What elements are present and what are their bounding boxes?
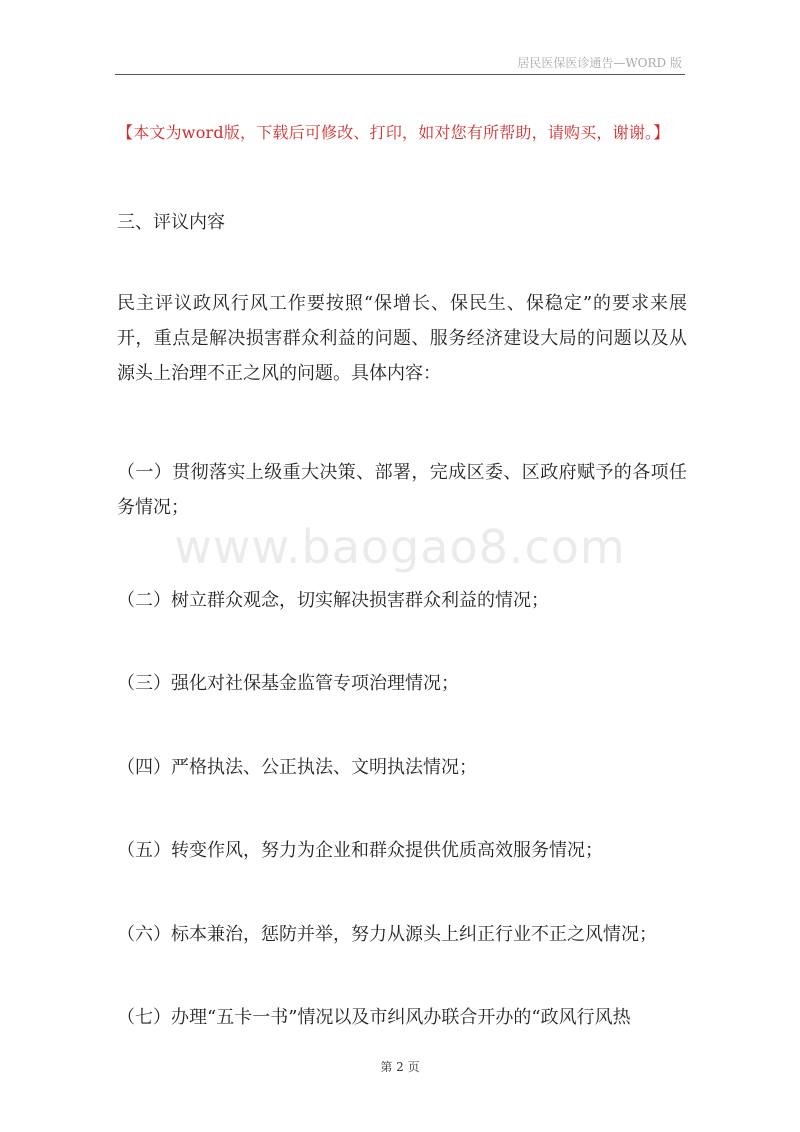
watermark-text: www.baogao8.com	[174, 520, 626, 574]
list-item-6: （六）标本兼治，惩防并举，努力从源头上纠正行业不正之风情况；	[117, 924, 657, 945]
list-item-5: （五）转变作风，努力为企业和群众提供优质高效服务情况；	[117, 840, 603, 861]
list-item-7: （七）办理“五卡一书”情况以及市纠风办联合开办的“政风行风热	[117, 1007, 631, 1028]
section-heading: 三、评议内容	[117, 212, 225, 233]
header-divider	[115, 74, 685, 75]
list-item-3: （三）强化对社保基金监管专项治理情况；	[117, 673, 459, 694]
list-item-1: （一）贯彻落实上级重大决策、部署，完成区委、区政府赋予的各项任务情况；	[117, 462, 687, 518]
page-header-title: 居民医保医诊通告—WORD 版	[517, 56, 682, 70]
download-notice: 【本文为word版，下载后可修改、打印，如对您有所帮助，请购买，谢谢。】	[117, 123, 670, 142]
page-number: 第 2 页	[380, 1060, 420, 1074]
list-item-2: （二）树立群众观念，切实解决损害群众利益的情况；	[117, 590, 549, 611]
list-item-4: （四）严格执法、公正执法、文明执法情况；	[117, 757, 477, 778]
intro-paragraph: 民主评议政风行风工作要按照“保增长、保民生、保稳定”的要求来展开，重点是解决损害群众利益的问题、服务经济建设大局的问题以及从源头上治理不正之风的问题。具体内容：	[117, 293, 687, 384]
